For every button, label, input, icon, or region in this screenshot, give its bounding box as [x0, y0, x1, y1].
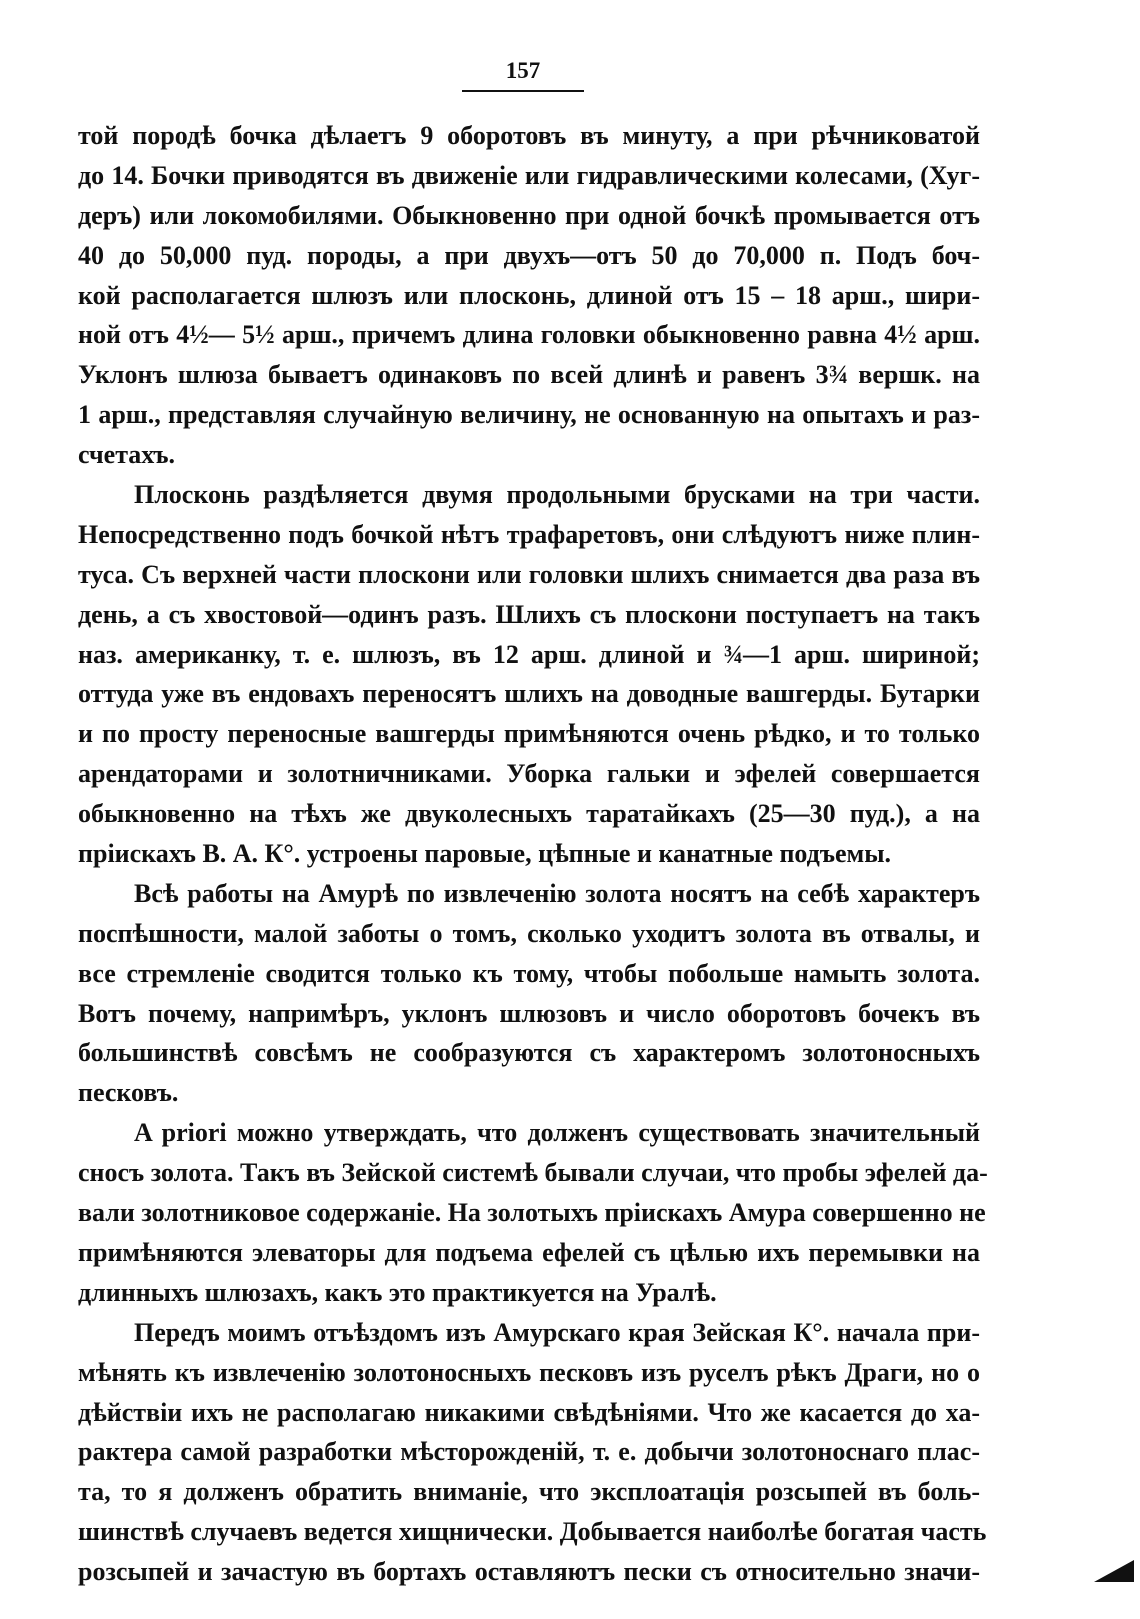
- text-line: примѣняются элеваторы для подъема ефелей съ цѣлью ихъ перемывки на: [78, 1237, 980, 1267]
- text-line: наз. американку, т. е. шлюзъ, въ 12 арш. длиной и ¾—1 арш. шириной;: [78, 639, 980, 669]
- page-number-rule: [462, 90, 584, 92]
- text-line: Всѣ работы на Амурѣ по извлеченiю золота носятъ на себѣ характеръ: [134, 878, 980, 908]
- text-line: той породѣ бочка дѣлаетъ 9 оборотовъ въ минуту, а при рѣчниковатой: [78, 121, 980, 150]
- text-line: и по просту переносные вашгерды примѣняются очень рѣдко, и то только: [78, 719, 980, 749]
- text-line: деръ) или локомобилями. Обыкновенно при одной бочкѣ промывается отъ: [78, 200, 980, 230]
- text-line: сносъ золота. Такъ въ Зейской системѣ бывали случаи, что пробы эфелей да-: [78, 1158, 988, 1188]
- text-line: ной отъ 4½— 5½ арш., причемъ длина головки обыкновенно равна 4½ арш.: [78, 320, 980, 350]
- text-line: 40 до 50,000 пуд. породы, а при двухъ—отъ 50 до 70,000 п. Подъ боч-: [78, 240, 980, 270]
- page-corner-mark: [1094, 1560, 1134, 1582]
- text-line: Передъ моимъ отъѣздомъ изъ Амурскаго края Зейская К°. начала при-: [134, 1317, 980, 1347]
- text-line: туса. Съ верхней части плоскони или головки шлихъ снимается два раза въ: [78, 559, 980, 589]
- text-line: день, а съ хвостовой—одинъ разъ. Шлихъ съ плоскони поступаетъ на такъ: [78, 599, 980, 629]
- page-number: 157: [505, 58, 541, 83]
- text-line: обыкновенно на тѣхъ же двуколесныхъ таратайкахъ (25—30 пуд.), а на: [78, 799, 980, 829]
- text-line: шинствѣ случаевъ ведется хищнически. Добывается наиболѣе богатая часть: [78, 1517, 987, 1547]
- text-line: все стремленiе сводится только къ тому, чтобы побольше намыть золота.: [78, 958, 980, 988]
- text-line: Непосредственно подъ бочкой нѣтъ трафаретовъ, они слѣдуютъ ниже плин-: [78, 519, 980, 549]
- text-line: прiискахъ В. А. К°. устроены паровые, цѣпные и канатные подъемы.: [78, 839, 892, 869]
- text-body: [78, 116, 988, 1592]
- text-line: кой располагается шлюзъ или плосконь, длиной отъ 15 – 18 арш., шири-: [78, 280, 980, 310]
- text-line: счетахъ.: [78, 440, 175, 470]
- text-line: дѣйствiи ихъ не располагаю никакими свѣдѣнiями. Что же касается до ха-: [78, 1397, 980, 1427]
- text-line: мѣнять къ извлеченiю золотоносныхъ песковъ изъ руселъ рѣкъ Драги, но о: [78, 1357, 980, 1387]
- text-line: поспѣшности, малой заботы о томъ, сколько уходитъ золота въ отвалы, и: [78, 918, 980, 948]
- text-line: Плосконь раздѣляется двумя продольными брусками на три части.: [134, 480, 980, 510]
- text-line: Уклонъ шлюза бываетъ одинаковъ по всей длинѣ и равенъ 3¾ вершк. на: [78, 360, 980, 390]
- text-line: песковъ.: [78, 1078, 179, 1108]
- text-line: вали золотниковое содержанiе. На золотыхъ прiискахъ Амура совершенно не: [78, 1198, 986, 1228]
- text-line: 1 арш., представляя случайную величину, не основанную на опытахъ и раз-: [78, 400, 980, 430]
- text-line: арендаторами и золотничниками. Уборка гальки и эфелей совершается: [78, 759, 980, 789]
- text-line: рактера самой разработки мѣсторожденiй, т. е. добычи золотоноснаго плас-: [78, 1437, 980, 1467]
- text-line: длинныхъ шлюзахъ, какъ это практикуется на Уралѣ.: [78, 1277, 717, 1307]
- text-line: большинствѣ совсѣмъ не сообразуются съ характеромъ золотоносныхъ: [78, 1038, 980, 1068]
- text-line: розсыпей и зачастую въ бортахъ оставляютъ пески съ относительно значи-: [78, 1557, 980, 1587]
- text-line: до 14. Бочки приводятся въ движенiе или гидравлическими колесами, (Хуг-: [78, 160, 980, 190]
- text-line: A priori можно утверждать, что долженъ существовать значительный: [134, 1118, 980, 1148]
- text-line: та, то я долженъ обратить вниманiе, что эксплоатацiя розсыпей въ боль-: [78, 1477, 980, 1507]
- text-line: Вотъ почему, напримѣръ, уклонъ шлюзовъ и число оборотовъ бочекъ въ: [78, 998, 980, 1028]
- text-line: оттуда уже въ ендовахъ переносятъ шлихъ на доводные вашгерды. Бутарки: [78, 679, 980, 709]
